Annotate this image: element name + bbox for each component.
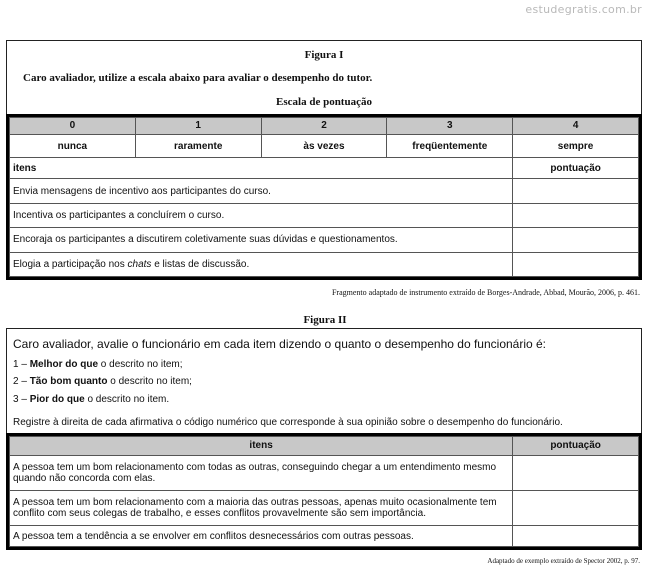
table-row <box>10 179 639 203</box>
table-row <box>10 203 639 227</box>
item-text-part: Elogia a participação nos <box>13 258 128 270</box>
option-prefix: 2 – <box>13 376 30 387</box>
item-text: A pessoa tem um bom relacionamento com todas as outras, conseguindo chegar a um entendimento mesmo quando não concorda com elas. <box>10 455 513 490</box>
figure-1-title: Figura I <box>304 49 344 61</box>
item-text <box>10 252 513 276</box>
item-text-italic: chats <box>127 258 152 270</box>
option-bold: Melhor do que <box>29 359 99 370</box>
scale-value: 4 <box>513 118 639 135</box>
option-bold: Tão bom quanto <box>29 376 108 387</box>
table-header <box>10 158 639 179</box>
score-header: pontuação <box>513 158 639 179</box>
scale-label: freqüentemente <box>387 134 513 157</box>
scale-labels-row <box>10 134 639 157</box>
table-row <box>10 252 639 276</box>
option-rest: o descrito no item; <box>98 359 183 370</box>
option-1 <box>13 359 183 370</box>
figure-2-title: Figura II <box>303 314 347 326</box>
item-text: A pessoa tem um bom relacionamento com a maioria das outras pessoas, apenas muito ocasionalmente tem conflito com seus colegas de trabalho, e esses conflitos provavelmente são sem importância. <box>10 490 513 525</box>
score-cell[interactable] <box>513 179 639 203</box>
figure-1-caption: Fragmento adaptado de instrumento extraído de Borges-Andrade, Abbad, Mourão, 2006, p. 461. <box>331 288 640 297</box>
option-2 <box>13 376 192 387</box>
table-row <box>10 455 639 490</box>
figure-1 <box>6 40 642 278</box>
watermark: estudegratis.com.br <box>525 3 642 16</box>
table-row <box>10 526 639 547</box>
item-text: Encoraja os participantes a discutirem coletivamente suas dúvidas e questionamentos. <box>10 228 513 252</box>
scale-value: 0 <box>10 118 136 135</box>
scale-value: 2 <box>261 118 387 135</box>
scale-value: 1 <box>135 118 261 135</box>
table-row <box>10 490 639 525</box>
figure-1-intro: Caro avaliador, utilize a escala abaixo para avaliar o desempenho do tutor. <box>23 72 373 84</box>
option-prefix: 3 – <box>13 394 30 405</box>
score-cell[interactable] <box>513 228 639 252</box>
figure-2-caption: Adaptado de exemplo extraído de Spector 2002, p. 97. <box>487 557 640 565</box>
item-text: Envia mensagens de incentivo aos participantes do curso. <box>10 179 513 203</box>
table-header <box>10 437 639 456</box>
scale-label: às vezes <box>261 134 387 157</box>
item-text-part: e listas de discussão. <box>151 258 250 270</box>
score-cell[interactable] <box>513 455 639 490</box>
option-bold: Pior do que <box>29 394 85 405</box>
item-text: A pessoa tem a tendência a se envolver em conflitos desnecessários com outras pessoas. <box>10 526 513 547</box>
item-text: Incentiva os participantes a concluírem o curso. <box>10 203 513 227</box>
option-rest: o descrito no item; <box>107 376 192 387</box>
items-header: itens <box>10 158 513 179</box>
scale-label: sempre <box>513 134 639 157</box>
table-row <box>10 228 639 252</box>
scale-label: nunca <box>10 134 136 157</box>
option-3 <box>13 394 169 405</box>
figure-2 <box>6 328 642 548</box>
score-cell[interactable] <box>513 526 639 547</box>
score-header: pontuação <box>513 437 639 456</box>
rating-table-1 <box>6 114 642 280</box>
scale-values-row <box>10 118 639 135</box>
score-cell[interactable] <box>513 252 639 276</box>
option-rest: o descrito no item. <box>84 394 170 405</box>
figure-2-intro: Caro avaliador, avalie o funcionário em cada item dizendo o quanto o desempenho do funcionário é: <box>13 337 547 351</box>
score-cell[interactable] <box>513 490 639 525</box>
items-header: itens <box>10 437 513 456</box>
scale-value: 3 <box>387 118 513 135</box>
register-instruction: Registre à direita de cada afirmativa o código numérico que corresponde à sua opinião sobre o desempenho do funcionário. <box>13 417 563 428</box>
option-prefix: 1 – <box>13 359 30 370</box>
score-cell[interactable] <box>513 203 639 227</box>
scale-title: Escala de pontuação <box>276 96 372 108</box>
rating-table-2 <box>6 433 642 550</box>
scale-label: raramente <box>135 134 261 157</box>
